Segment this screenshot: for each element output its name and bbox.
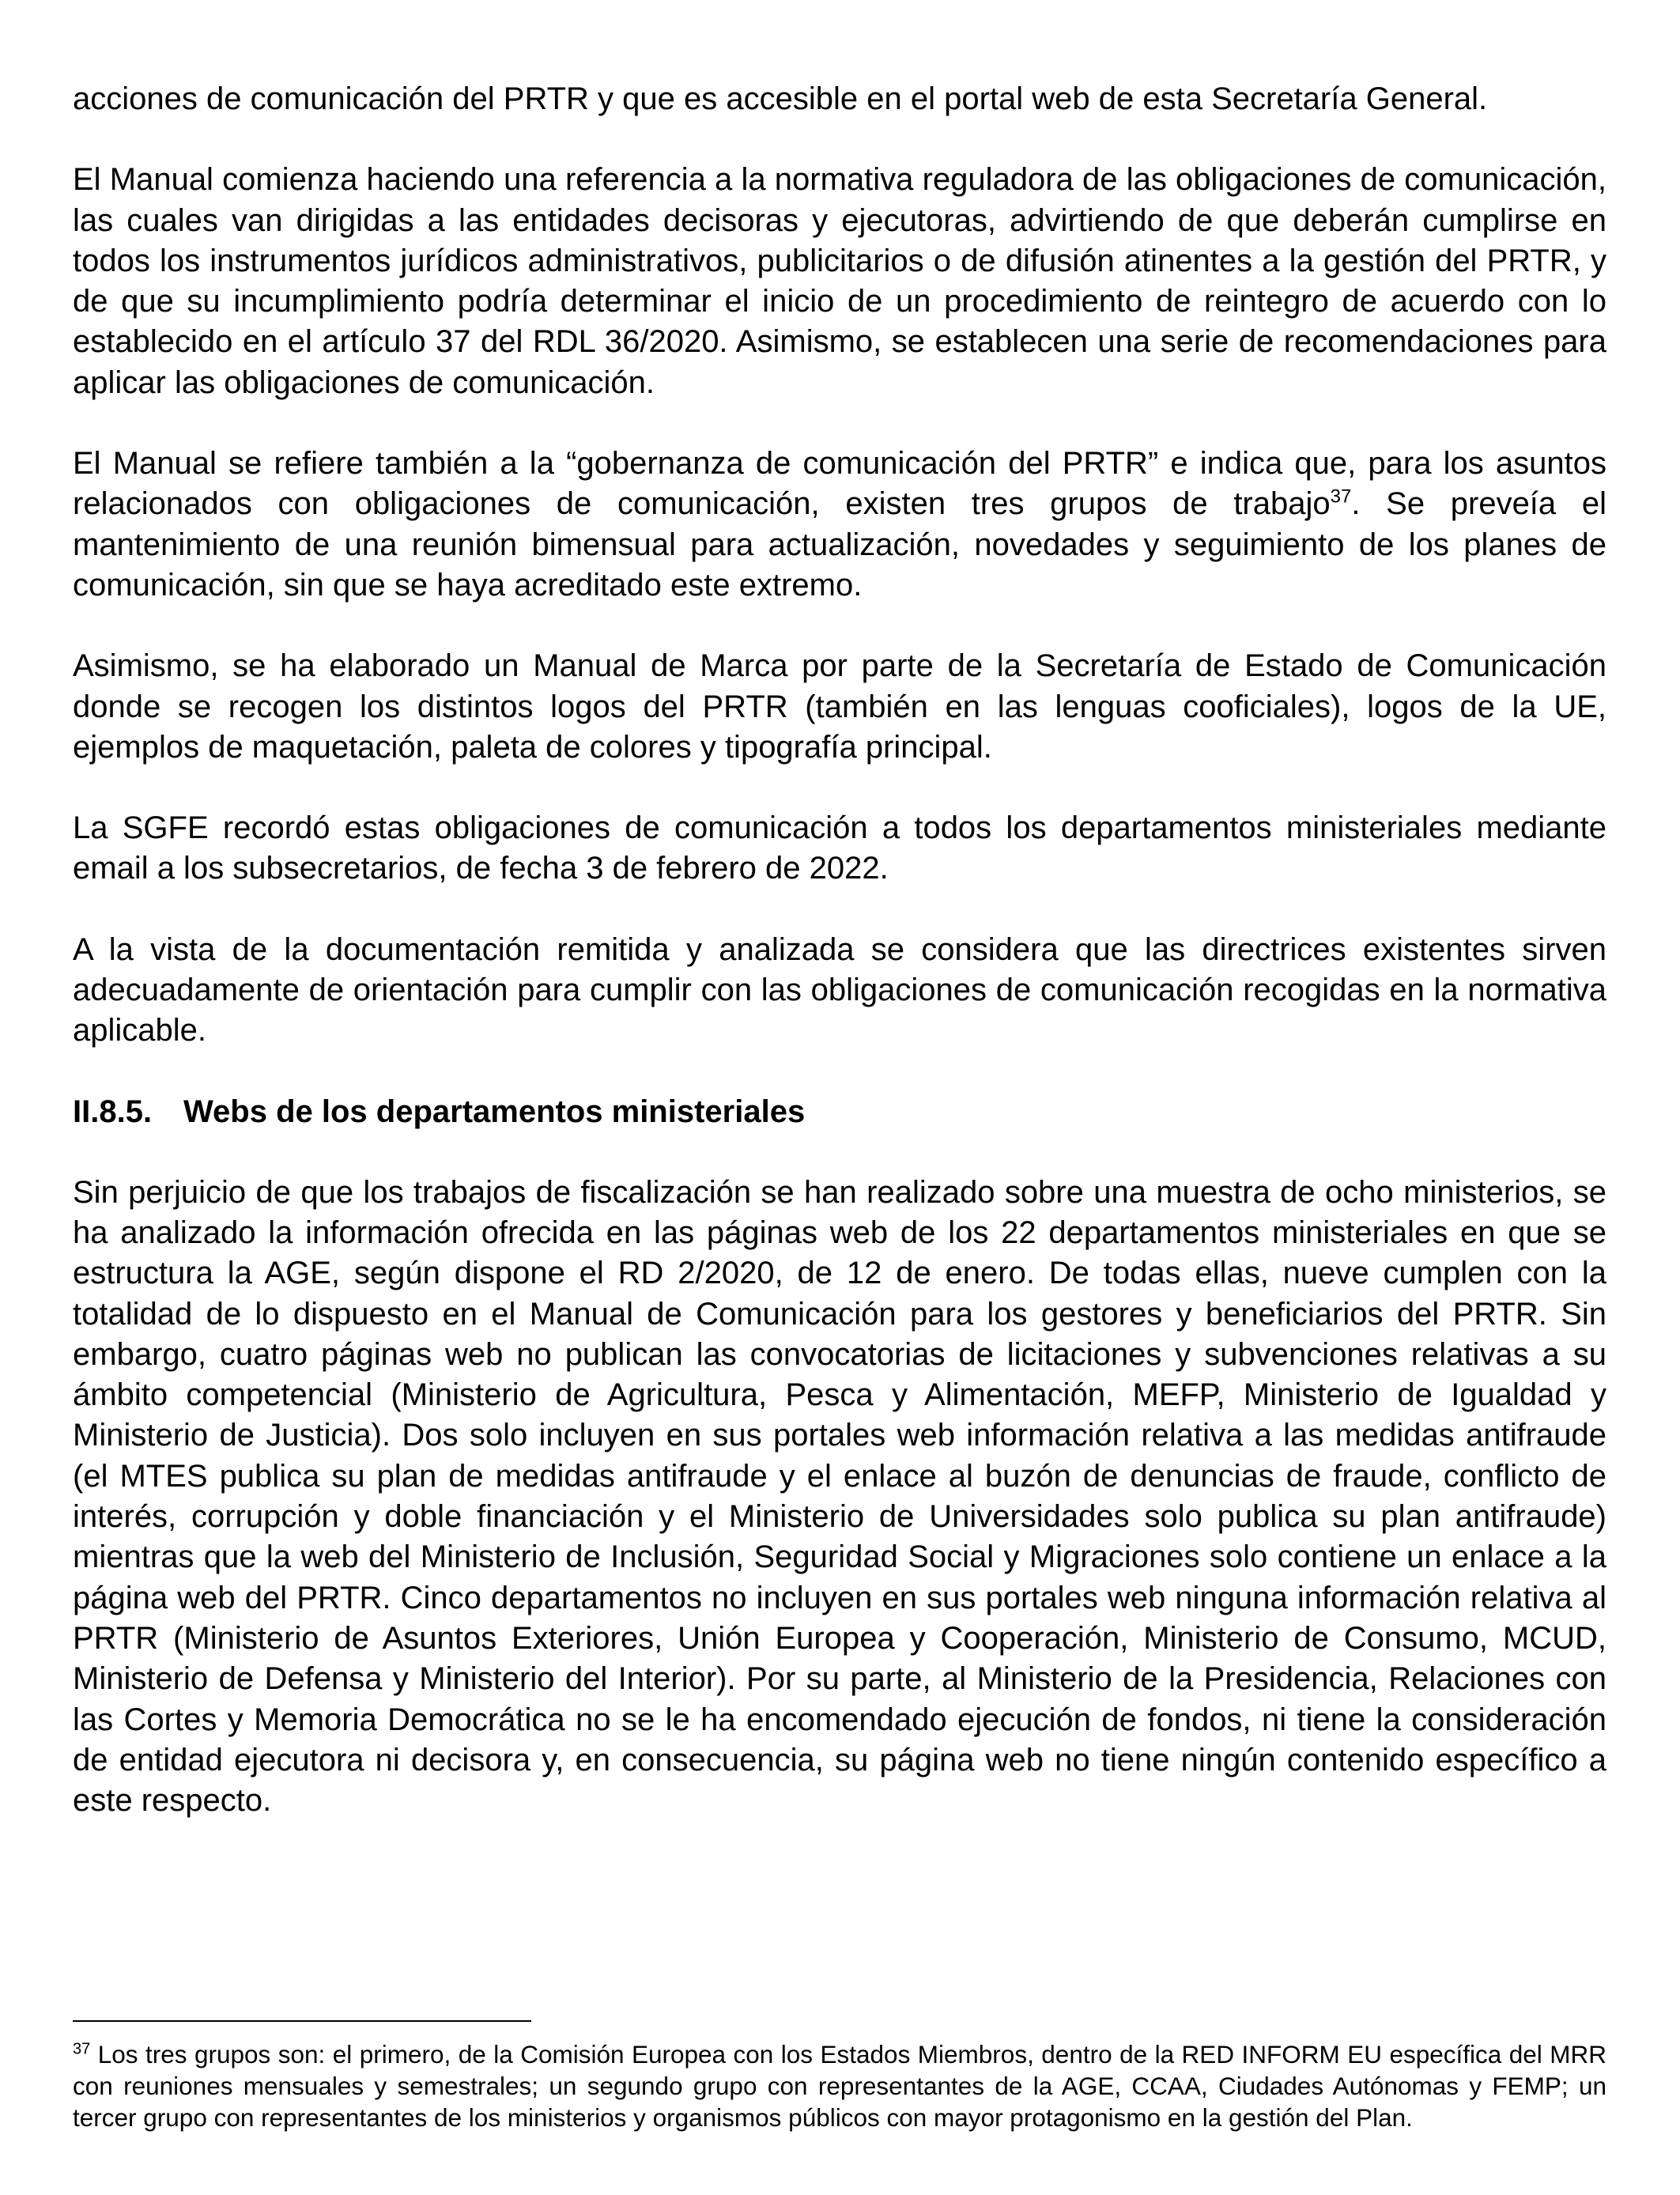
- paragraph-text: El Manual se refiere también a la “gobernanza de comunicación del PRTR” e indica que, para los asuntos relacionados con obligaciones de comunicación, existen tres grupos de trabajo: [73, 446, 1606, 522]
- footnote: [73, 2038, 1606, 2133]
- paragraph: [73, 444, 1606, 606]
- footnote-separator: [73, 2020, 531, 2022]
- section-title: Webs de los departamentos ministeriales: [183, 1094, 806, 1129]
- paragraph: acciones de comunicación del PRTR y que es accesible en el portal web de esta Secretaría General.: [73, 81, 1488, 116]
- footnote-text: Los tres grupos son: el primero, de la Comisión Europea con los Estados Miembros, dentro de la RED INFORM EU específica del MRR con reuniones mensuales y semestrales; un segundo grupo con representantes de la AGE, CCAA, Ciudades Autónomas y FEMP; un tercer grupo con representantes de los ministerios y organismos públicos con mayor protagonismo en la gestión del Plan.: [73, 2040, 1606, 2132]
- paragraph: Asimismo, se ha elaborado un Manual de Marca por parte de la Secretaría de Estado de Comunicación donde se recogen los distintos logos del PRTR (también en las lenguas cooficiales), logos de la UE, ejemplos de maquetación, paleta de colores y tipografía principal.: [73, 648, 1606, 765]
- paragraph: El Manual comienza haciendo una referencia a la normativa reguladora de las obligaciones de comunicación, las cuales van dirigidas a las entidades decisoras y ejecutoras, advirtiendo de que deberán cumplirse en todos los instrumentos jurídicos administrativos, publicitarios o de difusión atinentes a la gestión del PRTR, y de que su incumplimiento podría determinar el inicio de un procedimiento de reintegro de acuerdo con lo establecido en el artículo 37 del RDL 36/2020. Asimismo, se establecen una serie de recomendaciones para aplicar las obligaciones de comunicación.: [73, 162, 1606, 400]
- footnote-number: 37: [73, 2040, 91, 2058]
- document-body: [73, 79, 1606, 1861]
- paragraph: Sin perjuicio de que los trabajos de fiscalización se han realizado sobre una muestra de ocho ministerios, se ha analizado la información ofrecida en las páginas web de los 22 departamentos ministeriales en que se estructura la AGE, según dispone el RD 2/2020, de 12 de enero. De todas ellas, nueve cumplen con la totalidad de lo dispuesto en el Manual de Comunicación para los gestores y beneficiarios del PRTR. Sin embargo, cuatro páginas web no publican las convocatorias de licitaciones y subvenciones relativas a su ámbito competencial (Ministerio de Agricultura, Pesca y Alimentación, MEFP, Ministerio de Igualdad y Ministerio de Justicia). Dos solo incluyen en sus portales web información relativa a las medidas antifraude (el MTES publica su plan de medidas antifraude y el enlace al buzón de denuncias de fraude, conflicto de interés, corrupción y doble financiación y el Ministerio de Universidades solo publica su plan antifraude) mientras que la web del Ministerio de Inclusión, Seguridad Social y Migraciones solo contiene un enlace a la página web del PRTR. Cinco departamentos no incluyen en sus portales web ninguna información relativa al PRTR (Ministerio de Asuntos Exteriores, Unión Europea y Cooperación, Ministerio de Consumo, MCUD, Ministerio de Defensa y Ministerio del Interior). Por su parte, al Ministerio de la Presidencia, Relaciones con las Cortes y Memoria Democrática no se le ha encomendado ejecución de fondos, ni tiene la consideración de entidad ejecutora ni decisora y, en consecuencia, su página web no tiene ningún contenido específico a este respecto.: [73, 1174, 1606, 1819]
- paragraph: La SGFE recordó estas obligaciones de comunicación a todos los departamentos ministeriales mediante email a los subsecretarios, de fecha 3 de febrero de 2022.: [73, 810, 1606, 886]
- footnote-reference[interactable]: 37: [1330, 486, 1352, 508]
- section-heading: [73, 1092, 1606, 1132]
- paragraph: A la vista de la documentación remitida y analizada se considera que las directrices existentes sirven adecuadamente de orientación para cumplir con las obligaciones de comunicación recogidas en la normativa aplicable.: [73, 931, 1606, 1048]
- section-number: II.8.5.: [73, 1094, 153, 1129]
- paragraph-text: . Se preveía el mantenimiento de una reunión bimensual para actualización, novedades y seguimiento de los planes de comunicación, sin que se haya acreditado este extremo.: [73, 486, 1606, 603]
